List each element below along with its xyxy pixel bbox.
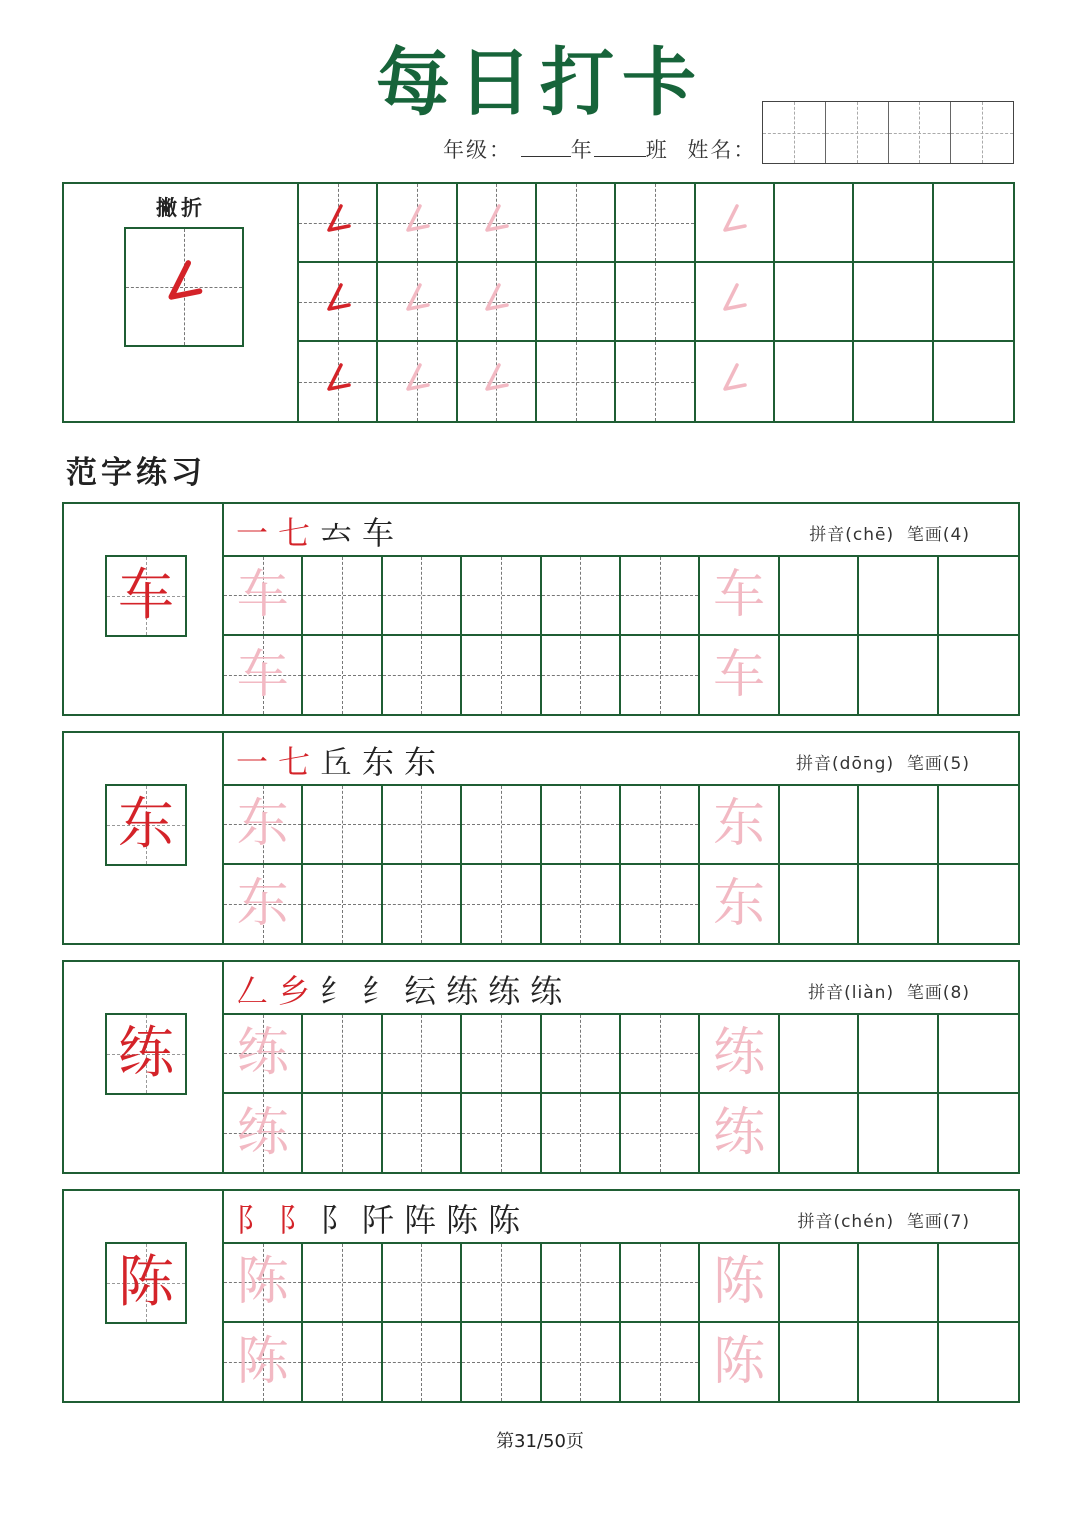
practice-cell[interactable] [303,557,382,636]
practice-cell[interactable] [224,786,303,865]
practice-cell[interactable] [462,1094,541,1173]
strokes-value: 8 [950,983,963,1003]
stroke-order-step: 东 [362,743,405,781]
name-writing-box[interactable] [762,101,1014,164]
stroke-name-label: 撇折 [156,196,206,220]
stroke-practice-cell[interactable] [537,342,616,421]
practice-cell[interactable] [939,1244,1018,1323]
stroke-order-step: 车 [362,514,405,552]
practice-cell[interactable] [303,786,382,865]
pinyin-value: chén [841,1212,887,1232]
stroke-practice-cell[interactable] [458,184,537,263]
pie-zhe-stroke-icon [400,282,434,322]
stroke-order-row [224,962,1018,1015]
pie-zhe-stroke-icon [160,257,208,317]
stroke-order-step: 一 [236,743,279,781]
trace-character: 陈 [236,1252,289,1313]
model-character: 东 [118,792,174,857]
practice-cell[interactable] [780,1323,859,1402]
practice-cell[interactable] [542,786,621,865]
practice-cell[interactable] [621,865,700,944]
paren-close: ) [886,754,907,774]
stroke-practice-cell[interactable] [854,263,933,342]
practice-cell[interactable] [224,1323,303,1402]
name-cell[interactable] [826,102,889,163]
practice-cell[interactable] [462,557,541,636]
character-practice-grid [224,1015,1018,1172]
grade-year-blank[interactable] [521,139,571,157]
practice-cell[interactable] [542,1094,621,1173]
paren-close: ) [962,754,970,774]
character-practice-block [62,731,1020,945]
trace-character: 东 [713,873,766,934]
stroke-practice-cell[interactable] [696,263,775,342]
practice-cell[interactable] [621,1094,700,1173]
stroke-practice-cell[interactable] [775,263,854,342]
model-character-box [105,1242,187,1324]
pinyin-strokes-info [797,1207,970,1232]
stroke-order-step: 阝 [278,1201,321,1239]
character-practice-grid [224,1244,1018,1401]
practice-cell[interactable] [621,786,700,865]
section-title: 范字练习 [66,455,206,491]
stroke-practice-cell[interactable] [934,342,1013,421]
practice-cell[interactable] [859,786,938,865]
stroke-order-step: 阡 [362,1201,405,1239]
page-title: 每日打卡 [376,40,704,126]
page-number: 第31/50页 [496,1431,584,1452]
trace-character: 车 [236,565,289,626]
practice-cell[interactable] [939,1015,1018,1094]
pinyin-strokes-info [809,520,970,545]
stroke-order-step: 纭 [404,972,447,1010]
model-character-box [105,555,187,637]
grade-label: 年级： [443,138,512,162]
stroke-practice-cell[interactable] [378,184,457,263]
stroke-practice-cell[interactable] [854,342,933,421]
practice-cell[interactable] [700,636,779,715]
practice-cell[interactable] [859,557,938,636]
practice-cell[interactable] [542,1015,621,1094]
stroke-order-step: 练 [530,972,573,1010]
name-cell[interactable] [889,102,952,163]
practice-cell[interactable] [383,1323,462,1402]
pinyin-value: liàn [851,983,887,1003]
practice-cell[interactable] [303,636,382,715]
stroke-model-box [124,227,244,347]
character-practice-block [62,1189,1020,1403]
pie-zhe-stroke-icon [717,362,751,402]
practice-cell[interactable] [224,1094,303,1173]
model-character: 车 [118,563,174,628]
practice-cell[interactable] [700,557,779,636]
practice-cell[interactable] [224,1015,303,1094]
pie-zhe-stroke-icon [321,362,355,402]
paren-close: ) [886,1212,907,1232]
practice-cell[interactable] [383,1244,462,1323]
practice-cell[interactable] [224,1244,303,1323]
stroke-practice-cell[interactable] [299,342,378,421]
model-character: 练 [118,1021,174,1086]
stroke-practice-cell[interactable] [696,342,775,421]
practice-cell[interactable] [621,1323,700,1402]
stroke-practice-cell[interactable] [537,184,616,263]
paren-close: ) [962,1212,970,1232]
practice-cell[interactable] [621,557,700,636]
practice-cell[interactable] [383,636,462,715]
pie-zhe-stroke-icon [400,362,434,402]
stroke-order-step: 一 [236,514,279,552]
stroke-practice-cell[interactable] [458,263,537,342]
character-practice-block [62,502,1020,716]
practice-cell[interactable] [303,1015,382,1094]
practice-cell[interactable] [462,786,541,865]
model-character-area [64,1191,224,1401]
student-info-line [443,134,756,164]
class-label: 班 [645,138,669,162]
stroke-practice-cell[interactable] [537,263,616,342]
stroke-order-row [224,504,1018,557]
pinyin-label: 拼音 [797,1212,834,1232]
model-character-area [64,962,224,1172]
stroke-order-step: 陈 [446,1201,489,1239]
practice-cell[interactable] [621,636,700,715]
paren-open: ( [844,983,852,1003]
trace-character: 陈 [236,1331,289,1392]
practice-cell[interactable] [303,865,382,944]
stroke-order-step: 纟 [362,972,405,1010]
pie-zhe-stroke-icon [321,203,355,243]
trace-character: 练 [713,1023,766,1084]
practice-cell[interactable] [780,1244,859,1323]
model-character-area [64,504,224,714]
practice-cell[interactable] [859,1323,938,1402]
stroke-order-steps [236,737,446,783]
practice-cell[interactable] [780,1094,859,1173]
stroke-practice-cell[interactable] [934,184,1013,263]
practice-cell[interactable] [383,865,462,944]
practice-cell[interactable] [462,1323,541,1402]
practice-cell[interactable] [383,1094,462,1173]
practice-cell[interactable] [542,1244,621,1323]
paren-close: ) [962,983,970,1003]
trace-character: 车 [713,565,766,626]
model-character-box [105,1013,187,1095]
character-practice-block [62,960,1020,1174]
stroke-order-row [224,1191,1018,1244]
stroke-order-steps [236,966,572,1012]
strokes-value: 4 [950,525,963,545]
practice-cell[interactable] [939,636,1018,715]
pinyin-value: chē [852,525,887,545]
stroke-order-step: 陈 [488,1201,531,1239]
practice-cell[interactable] [939,1323,1018,1402]
stroke-order-step: 𠀈 [320,743,363,781]
stroke-order-step: 𠫓 [320,514,363,552]
model-character-area [64,733,224,943]
year-label: 年 [570,138,594,162]
practice-cell[interactable] [224,636,303,715]
practice-cell[interactable] [621,1244,700,1323]
pie-zhe-stroke-icon [479,362,513,402]
stroke-practice-cell[interactable] [616,184,695,263]
trace-character: 练 [236,1023,289,1084]
stroke-practice-cell[interactable] [616,263,695,342]
pie-zhe-stroke-icon [717,282,751,322]
practice-cell[interactable] [780,557,859,636]
model-character: 陈 [118,1250,174,1315]
stroke-order-step: 练 [488,972,531,1010]
stroke-practice-cell[interactable] [775,342,854,421]
stroke-practice-cell[interactable] [378,263,457,342]
strokes-value: 7 [950,1212,963,1232]
paren-open: ( [832,754,840,774]
practice-cell[interactable] [859,1015,938,1094]
paren-open: ( [942,1212,951,1232]
practice-cell[interactable] [542,557,621,636]
stroke-practice-cell[interactable] [934,263,1013,342]
practice-cell[interactable] [303,1323,382,1402]
pie-zhe-stroke-icon [321,282,355,322]
paren-close: ) [962,525,970,545]
practice-cell[interactable] [542,865,621,944]
practice-cell[interactable] [939,865,1018,944]
practice-cell[interactable] [621,1015,700,1094]
practice-cell[interactable] [462,1244,541,1323]
character-practice-grid [224,786,1018,943]
strokes-label: 笔画 [906,525,943,545]
practice-cell[interactable] [780,636,859,715]
practice-cell[interactable] [462,636,541,715]
practice-cell[interactable] [383,786,462,865]
stroke-practice-cell[interactable] [616,342,695,421]
stroke-order-step: 乡 [278,972,321,1010]
stroke-practice-cell[interactable] [299,184,378,263]
strokes-label: 笔画 [906,1212,943,1232]
class-blank[interactable] [594,139,646,157]
practice-cell[interactable] [224,557,303,636]
paren-open: ( [845,525,853,545]
stroke-order-steps [236,1195,530,1241]
stroke-order-step: 纟 [320,972,363,1010]
stroke-practice-cell[interactable] [854,184,933,263]
paren-close: ) [886,983,907,1003]
practice-cell[interactable] [303,1094,382,1173]
stroke-order-step: 七 [278,514,321,552]
stroke-practice-cell[interactable] [696,184,775,263]
trace-character: 练 [236,1102,289,1163]
practice-cell[interactable] [700,1015,779,1094]
practice-cell[interactable] [939,1094,1018,1173]
practice-cell[interactable] [780,865,859,944]
pinyin-label: 拼音 [809,525,846,545]
character-practice-grid [224,557,1018,714]
pinyin-label: 拼音 [808,983,845,1003]
practice-cell[interactable] [859,865,938,944]
pie-zhe-stroke-icon [479,282,513,322]
pinyin-value: dōng [839,754,887,774]
strokes-label: 笔画 [906,754,943,774]
practice-cell[interactable] [224,865,303,944]
pinyin-strokes-info [808,978,970,1003]
stroke-order-step: 练 [446,972,489,1010]
paren-open: ( [942,525,951,545]
trace-character: 陈 [713,1252,766,1313]
practice-cell[interactable] [542,1323,621,1402]
practice-cell[interactable] [700,1244,779,1323]
practice-cell[interactable] [780,1015,859,1094]
paren-close: ) [886,525,907,545]
stroke-order-step: 阵 [404,1201,447,1239]
practice-cell[interactable] [700,1094,779,1173]
practice-cell[interactable] [383,1015,462,1094]
stroke-order-steps [236,508,404,554]
stroke-practice-grid [297,184,1013,421]
model-character-box [105,784,187,866]
practice-cell[interactable] [700,786,779,865]
practice-cell[interactable] [542,636,621,715]
pie-zhe-stroke-icon [479,203,513,243]
trace-character: 车 [713,644,766,705]
practice-cell[interactable] [383,557,462,636]
pie-zhe-stroke-icon [717,203,751,243]
stroke-practice-panel [62,182,1015,423]
pinyin-strokes-info [796,749,970,774]
stroke-order-step: 𠃋 [236,972,279,1010]
stroke-order-step: 东 [404,743,447,781]
name-cell[interactable] [763,102,826,163]
practice-cell[interactable] [303,1244,382,1323]
practice-cell[interactable] [462,1015,541,1094]
stroke-practice-cell[interactable] [299,263,378,342]
stroke-practice-cell[interactable] [378,342,457,421]
practice-cell[interactable] [859,1094,938,1173]
practice-cell[interactable] [859,636,938,715]
stroke-order-step: 阝 [236,1201,279,1239]
trace-character: 练 [713,1102,766,1163]
strokes-label: 笔画 [906,983,943,1003]
paren-open: ( [942,754,951,774]
stroke-order-step: 阝 [320,1201,363,1239]
stroke-practice-cell[interactable] [775,184,854,263]
practice-cell[interactable] [462,865,541,944]
stroke-order-row [224,733,1018,786]
pie-zhe-stroke-icon [400,203,434,243]
practice-cell[interactable] [939,786,1018,865]
pinyin-label: 拼音 [796,754,833,774]
name-cell[interactable] [951,102,1013,163]
stroke-practice-cell[interactable] [458,342,537,421]
practice-cell[interactable] [700,1323,779,1402]
trace-character: 东 [713,794,766,855]
trace-character: 东 [236,873,289,934]
name-label: 姓名： [687,138,757,162]
practice-cell[interactable] [780,786,859,865]
stroke-order-step: 七 [278,743,321,781]
practice-cell[interactable] [939,557,1018,636]
paren-open: ( [942,983,951,1003]
practice-cell[interactable] [859,1244,938,1323]
paren-open: ( [833,1212,842,1232]
strokes-value: 5 [950,754,963,774]
practice-cell[interactable] [700,865,779,944]
trace-character: 车 [236,644,289,705]
trace-character: 东 [236,794,289,855]
trace-character: 陈 [713,1331,766,1392]
